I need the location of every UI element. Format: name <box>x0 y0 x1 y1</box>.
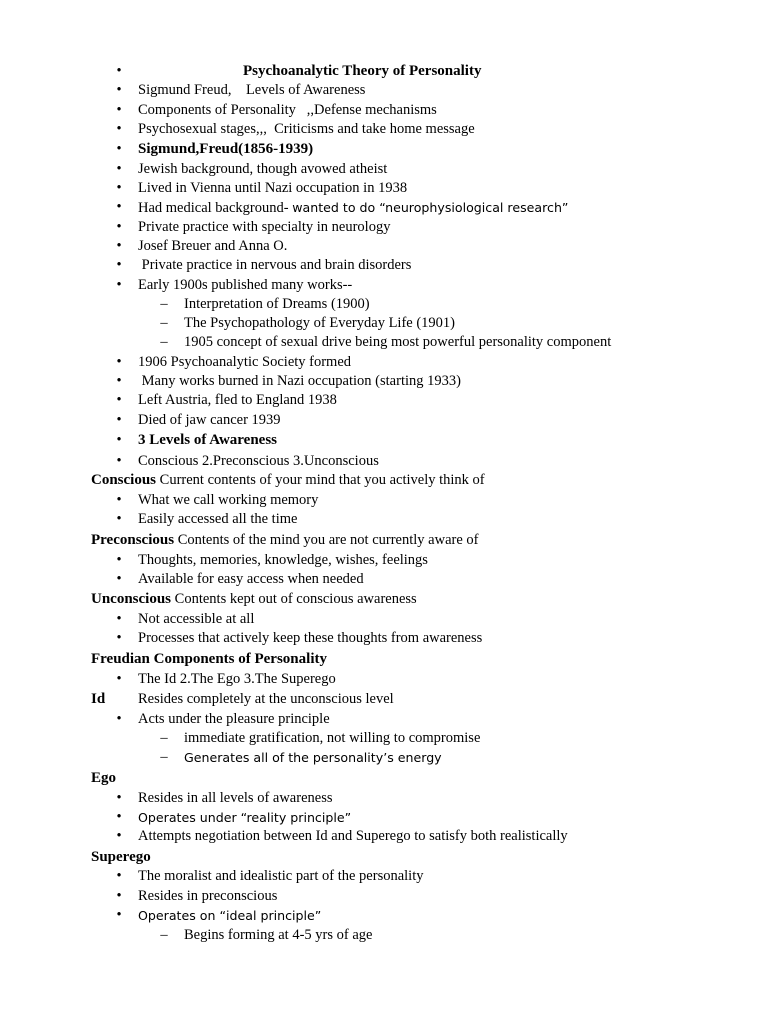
list-item-text: 1906 Psychoanalytic Society formed <box>138 354 352 370</box>
term-preconscious: Preconscious <box>91 532 175 548</box>
dash: – <box>160 315 168 331</box>
bullet: • <box>116 141 122 157</box>
bullet: • <box>116 219 122 235</box>
bullet: • <box>116 121 122 137</box>
bullet: • <box>116 180 122 196</box>
list-item-text-part: wanted to do “neurophysiological research” <box>292 200 569 215</box>
dash: – <box>160 730 168 746</box>
definition <box>91 531 478 550</box>
bullet: • <box>116 412 122 428</box>
term-id <box>91 690 105 709</box>
bullet: • <box>116 277 122 293</box>
bullet: • <box>116 828 122 844</box>
list-item-text: Early 1900s published many works-- <box>138 277 353 293</box>
definition <box>91 590 417 609</box>
list-item-text: Conscious 2.Preconscious 3.Unconscious <box>138 453 379 469</box>
list-item-text: Sigmund Freud, Levels of Awareness <box>138 82 366 98</box>
bullet: • <box>116 199 122 215</box>
components-heading-text: Freudian Components of Personality <box>91 651 327 667</box>
list-item-text: Processes that actively keep these thoughts from awareness <box>138 630 483 646</box>
list-item-text: Available for easy access when needed <box>138 571 364 587</box>
list-item-text: Left Austria, fled to England 1938 <box>138 392 337 408</box>
list-item-text: What we call working memory <box>138 492 319 508</box>
list-item-text: Private practice in nervous and brain disorders <box>138 257 412 273</box>
list-item-text: The Id 2.The Ego 3.The Superego <box>138 671 336 687</box>
term-unconscious: Unconscious <box>91 591 172 607</box>
list-item-text: The moralist and idealistic part of the personality <box>138 868 424 884</box>
bullet: • <box>116 671 122 687</box>
freud-heading: Sigmund,Freud(1856-1939) <box>138 141 314 157</box>
bullet: • <box>116 82 122 98</box>
term-ego-text: Ego <box>91 770 117 786</box>
bullet: • <box>116 888 122 904</box>
bullet: • <box>116 161 122 177</box>
components-heading <box>91 650 327 669</box>
bullet: • <box>116 492 122 508</box>
list-item-text: Private practice with specialty in neurology <box>138 219 391 235</box>
list-item-text: Resides in all levels of awareness <box>138 790 333 806</box>
levels-heading: 3 Levels of Awareness <box>138 432 278 448</box>
bullet: • <box>116 453 122 469</box>
dash: – <box>160 927 168 943</box>
list-item-text: Components of Personality ,,Defense mechanisms <box>138 102 437 118</box>
bullet: • <box>116 630 122 646</box>
list-item-text: Operates on “ideal principle” <box>138 908 322 923</box>
list-item-text: Jewish background, though avowed atheist <box>138 161 388 177</box>
bullet: • <box>116 907 122 923</box>
bullet: • <box>116 809 122 825</box>
definition-text: Contents kept out of conscious awareness <box>171 591 417 607</box>
sub-list-item-text: Generates all of the personality’s energy <box>184 750 442 765</box>
dash: – <box>160 296 168 312</box>
term-superego <box>91 848 151 867</box>
bullet: • <box>116 102 122 118</box>
sub-list-item-text: Interpretation of Dreams (1900) <box>184 296 370 312</box>
bullet: • <box>116 432 122 448</box>
bullet: • <box>116 611 122 627</box>
bullet: • <box>116 790 122 806</box>
bullet: • <box>116 238 122 254</box>
list-item-text: Died of jaw cancer 1939 <box>138 412 281 428</box>
sub-list-item-text: The Psychopathology of Everyday Life (1901) <box>184 315 455 331</box>
list-item-text: Psychosexual stages,,, Criticisms and take home message <box>138 121 475 137</box>
term-superego-text: Superego <box>91 849 151 865</box>
definition-text: Contents of the mind you are not currently aware of <box>174 532 479 548</box>
list-item-text-part: Had medical background- <box>138 200 293 216</box>
list-item-text: Josef Breuer and Anna O. <box>138 238 288 254</box>
dash: – <box>160 334 168 350</box>
bullet: • <box>116 571 122 587</box>
bullet: • <box>116 257 122 273</box>
bullet: • <box>116 63 122 79</box>
list-item-text: Thoughts, memories, knowledge, wishes, feelings <box>138 552 428 568</box>
list-item-text: Many works burned in Nazi occupation (starting 1933) <box>138 373 461 389</box>
bullet: • <box>116 711 122 727</box>
definition <box>91 471 485 490</box>
list-item-text: Acts under the pleasure principle <box>138 711 330 727</box>
definition-text: Resides completely at the unconscious level <box>138 691 394 707</box>
bullet: • <box>116 552 122 568</box>
dash: – <box>160 749 168 765</box>
sub-list-item-text: immediate gratification, not willing to compromise <box>184 730 481 746</box>
bullet: • <box>116 354 122 370</box>
list-item-text: Not accessible at all <box>138 611 255 627</box>
bullet: • <box>116 392 122 408</box>
document-title: Psychoanalytic Theory of Personality <box>243 63 482 79</box>
list-item-text <box>138 198 568 218</box>
term-conscious: Conscious <box>91 472 157 488</box>
sub-list-item-text: 1905 concept of sexual drive being most powerful personality component <box>184 334 612 350</box>
term-id-text: Id <box>91 691 106 707</box>
list-item-text: Lived in Vienna until Nazi occupation in 1938 <box>138 180 408 196</box>
bullet: • <box>116 373 122 389</box>
bullet: • <box>116 868 122 884</box>
term-ego <box>91 769 116 788</box>
list-item-text: Attempts negotiation between Id and Superego to satisfy both realistically <box>138 828 568 844</box>
sub-list-item-text: Begins forming at 4-5 yrs of age <box>184 927 373 943</box>
list-item-text: Operates under “reality principle” <box>138 810 352 825</box>
list-item-text: Resides in preconscious <box>138 888 278 904</box>
list-item-text: Easily accessed all the time <box>138 511 298 527</box>
bullet: • <box>116 511 122 527</box>
definition-text: Current contents of your mind that you actively think of <box>156 472 485 488</box>
